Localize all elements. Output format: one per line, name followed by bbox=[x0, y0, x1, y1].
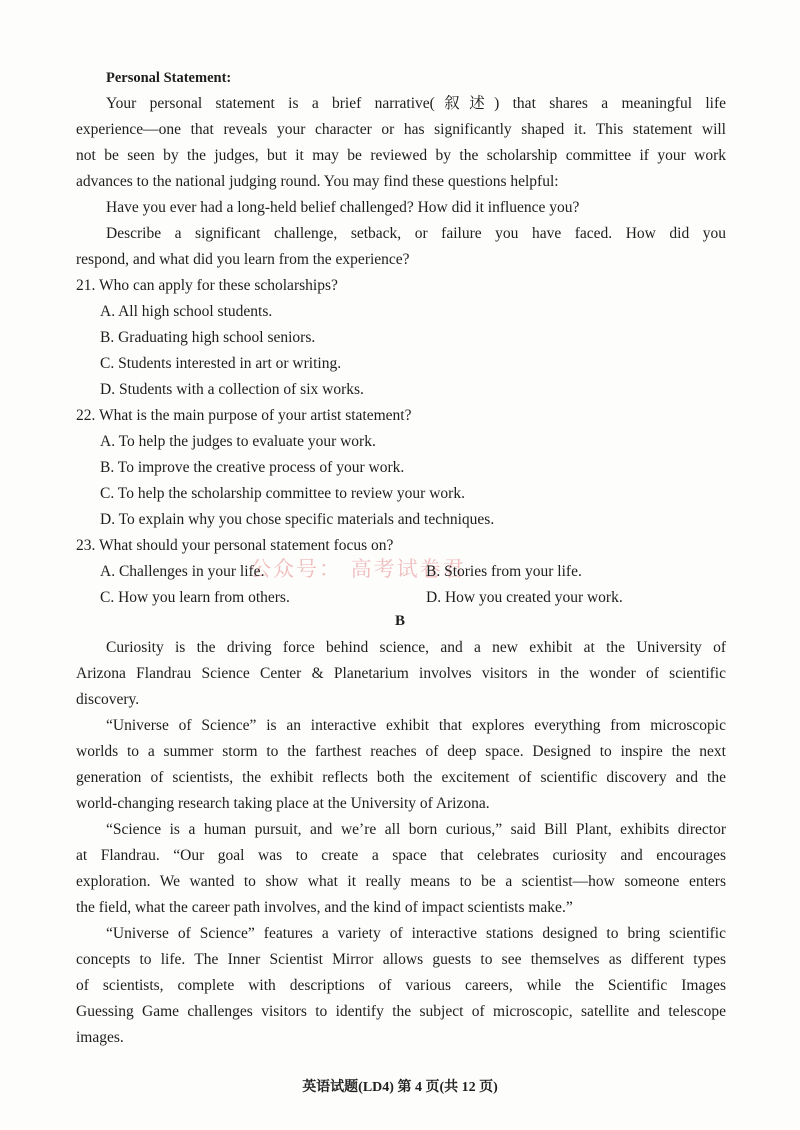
b-p4-line-5: images. bbox=[76, 1029, 124, 1046]
ps-line-1: Your personal statement is a brief narrative(叙述) that shares a meaningful life bbox=[106, 95, 726, 112]
b-p2-line-4: world-changing research taking place at the University of Arizona. bbox=[76, 795, 490, 812]
question-22-option-c: C. To help the scholarship committee to review your work. bbox=[100, 485, 465, 502]
b-p4-line-2: concepts to life. The Inner Scientist Mirror allows guests to see themselves as different types bbox=[76, 951, 726, 968]
question-21-option-d: D. Students with a collection of six works. bbox=[100, 381, 364, 398]
ps-line-3: not be seen by the judges, but it may be reviewed by the scholarship committee if your work bbox=[76, 147, 726, 164]
question-21-option-b: B. Graduating high school seniors. bbox=[100, 329, 316, 346]
ps-line-2: experience—one that reveals your character or has significantly shaped it. This statement will bbox=[76, 121, 726, 138]
b-p1-line-3: discovery. bbox=[76, 691, 140, 708]
b-p4-line-4: Guessing Game challenges visitors to identify the subject of microscopic, satellite and telescope bbox=[76, 1003, 726, 1020]
b-p3-line-2: at Flandrau. “Our goal was to create a space that celebrates curiosity and encourages bbox=[76, 847, 726, 864]
question-23-option-a: A. Challenges in your life. bbox=[100, 563, 265, 580]
b-p3-line-1: “Science is a human pursuit, and we’re all born curious,” said Bill Plant, exhibits director bbox=[106, 821, 726, 838]
section-b-letter: B bbox=[394, 613, 405, 629]
question-23-option-b: B. Stories from your life. bbox=[426, 563, 582, 580]
b-p2-line-1: “Universe of Science” is an interactive exhibit that explores everything from microscopic bbox=[106, 717, 726, 734]
ps-question-2-line-2: respond, and what did you learn from the experience? bbox=[76, 251, 410, 268]
page-footer: 英语试题(LD4) 第 4 页(共 12 页) bbox=[302, 1080, 498, 1095]
b-p1-line-2: Arizona Flandrau Science Center & Planetarium involves visitors in the wonder of scientific bbox=[76, 665, 726, 682]
question-21-option-c: C. Students interested in art or writing. bbox=[100, 355, 342, 372]
question-22-option-d: D. To explain why you chose specific materials and techniques. bbox=[100, 511, 495, 528]
personal-statement-heading: Personal Statement: bbox=[106, 70, 232, 86]
question-21-stem: 21. Who can apply for these scholarships? bbox=[76, 277, 338, 294]
b-p2-line-2: worlds to a summer storm to the farthest reaches of deep space. Designed to inspire the next bbox=[76, 743, 726, 760]
question-22-option-a: A. To help the judges to evaluate your work. bbox=[100, 433, 376, 450]
question-23-stem: 23. What should your personal statement focus on? bbox=[76, 537, 394, 554]
ps-line-4: advances to the national judging round. You may find these questions helpful: bbox=[76, 173, 559, 190]
question-23-option-c: C. How you learn from others. bbox=[100, 589, 290, 606]
ps-question-1: Have you ever had a long-held belief challenged? How did it influence you? bbox=[106, 199, 580, 216]
question-22-stem: 22. What is the main purpose of your artist statement? bbox=[76, 407, 412, 424]
b-p4-line-1: “Universe of Science” features a variety of interactive stations designed to bring scientific bbox=[106, 925, 726, 942]
question-21-option-a: A. All high school students. bbox=[100, 303, 273, 320]
b-p3-line-3: exploration. We wanted to show what it really means to be a scientist—how someone enters bbox=[76, 873, 726, 890]
question-23-option-d: D. How you created your work. bbox=[426, 589, 623, 606]
b-p1-line-1: Curiosity is the driving force behind science, and a new exhibit at the University of bbox=[106, 639, 726, 656]
b-p4-line-3: of scientists, complete with descriptions of various careers, while the Scientific Images bbox=[76, 977, 726, 994]
ps-question-2-line-1: Describe a significant challenge, setback, or failure you have faced. How did you bbox=[106, 225, 726, 242]
b-p2-line-3: generation of scientists, the exhibit reflects both the excitement of scientific discovery and the bbox=[76, 769, 726, 786]
b-p3-line-4: the field, what the career path involves, and the kind of impact scientists make.” bbox=[76, 899, 573, 916]
question-22-option-b: B. To improve the creative process of your work. bbox=[100, 459, 405, 476]
watermark: 公众号： 高考试卷君 bbox=[250, 557, 466, 581]
